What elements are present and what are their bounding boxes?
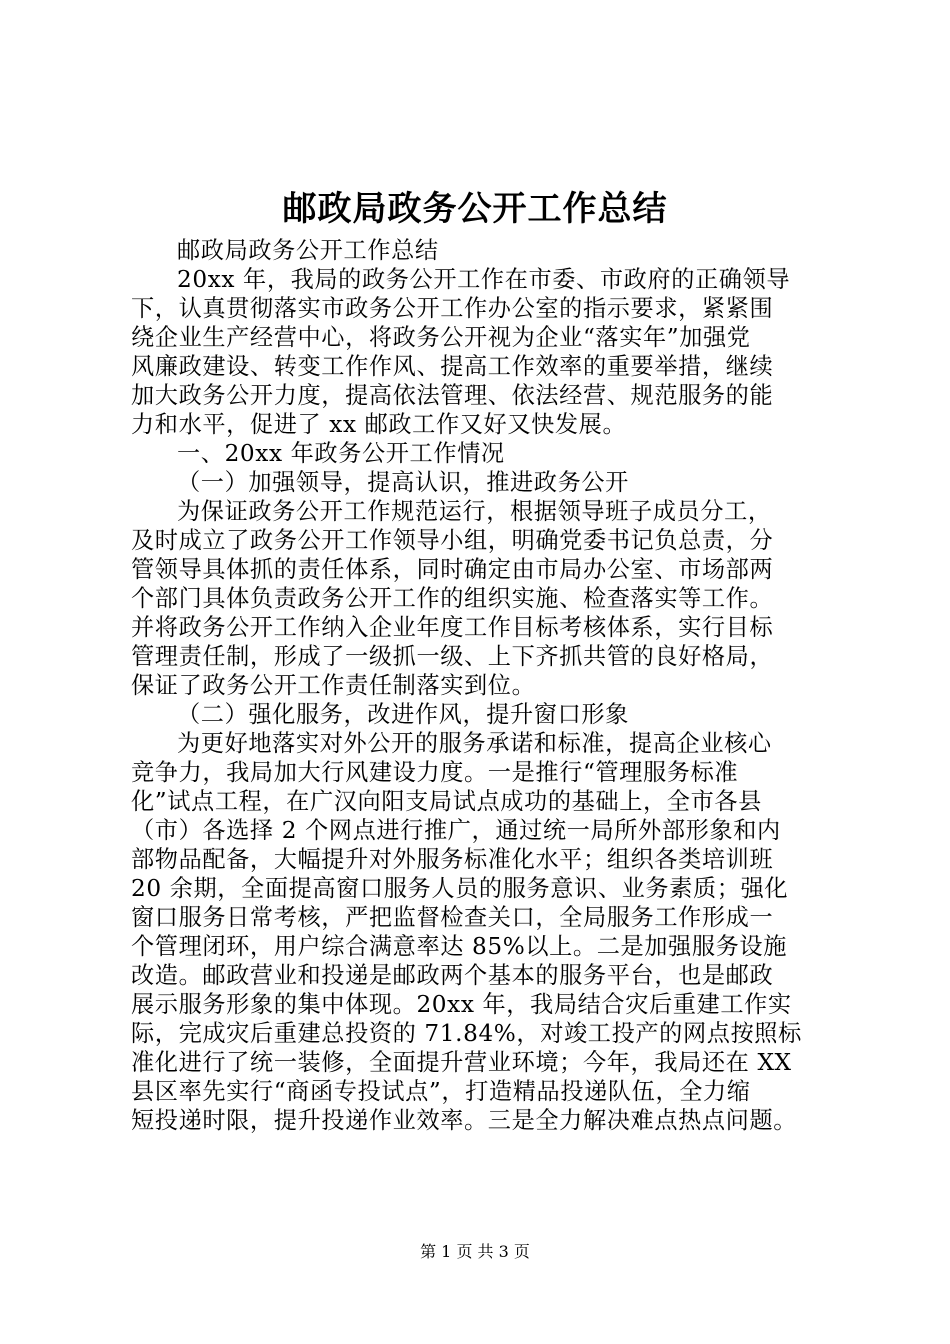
paragraph-line: 窗口服务日常考核，严把监督检查关口，全局服务工作形成一	[131, 904, 774, 931]
paragraph-line: 力和水平，促进了 xx 邮政工作又好又快发展。	[131, 411, 627, 438]
paragraph-line: 部物品配备，大幅提升对外服务标准化水平；组织各类培训班	[131, 846, 774, 873]
paragraph-line: 个部门具体负责政务公开工作的组织实施、检查落实等工作。	[131, 585, 774, 612]
paragraph-line: 展示服务形象的集中体现。20xx 年，我局结合灾后重建工作实	[131, 991, 792, 1018]
paragraph-line: 及时成立了政务公开工作领导小组，明确党委书记负总责，分	[131, 527, 774, 554]
subsection-heading: （一）加强领导，提高认识，推进政务公开	[177, 469, 629, 496]
paragraph-line: 管理责任制，形成了一级抓一级、上下齐抓共管的良好格局，	[131, 643, 774, 670]
paragraph-line: 20 余期，全面提高窗口服务人员的服务意识、业务素质；强化	[131, 875, 789, 902]
paragraph-line: 县区率先实行“商函专投试点”，打造精品投递队伍，全力缩	[131, 1078, 751, 1105]
paragraph-line: 化”试点工程，在广汉向阳支局试点成功的基础上，全市各县	[131, 788, 762, 815]
paragraph-line: 际，完成灾后重建总投资的 71.84%，对竣工投产的网点按照标	[131, 1020, 802, 1047]
paragraph-line: 短投递时限，提升投递作业效率。三是全力解决难点热点问题。	[131, 1107, 798, 1134]
paragraph-line: 为更好地落实对外公开的服务承诺和标准，提高企业核心	[177, 730, 772, 757]
paragraph-line: 绕企业生产经营中心，将政务公开视为企业“落实年”加强党	[131, 324, 751, 351]
section-heading: 一、20xx 年政务公开工作情况	[177, 440, 505, 467]
paragraph-line: 保证了政务公开工作责任制落实到位。	[131, 672, 536, 699]
document-body	[131, 236, 835, 1135]
paragraph-line: （市）各选择 2 个网点进行推广，通过统一局所外部形象和内	[131, 817, 781, 844]
paragraph-line: 竞争力，我局加大行风建设力度。一是推行“管理服务标准	[131, 759, 739, 786]
paragraph-line: 20xx 年，我局的政务公开工作在市委、市政府的正确领导	[177, 266, 791, 293]
paragraph-line: 加大政务公开力度，提高依法管理、依法经营、规范服务的能	[131, 382, 774, 409]
paragraph-line: 个管理闭环，用户综合满意率达 85%以上。二是加强服务设施	[131, 933, 787, 960]
paragraph-line: 风廉政建设、转变工作作风、提高工作效率的重要举措，继续	[131, 353, 774, 380]
paragraph-line: 准化进行了统一装修，全面提升营业环境；今年，我局还在 XX	[131, 1049, 792, 1076]
paragraph-line: 管领导具体抓的责任体系，同时确定由市局办公室、市场部两	[131, 556, 774, 583]
page-number-footer: 第 1 页 共 3 页	[420, 1242, 530, 1261]
subtitle-line: 邮政局政务公开工作总结	[177, 237, 439, 264]
paragraph-line: 并将政务公开工作纳入企业年度工作目标考核体系，实行目标	[131, 614, 774, 641]
document-title: 邮政局政务公开工作总结	[282, 189, 668, 229]
subsection-heading: （二）强化服务，改进作风，提升窗口形象	[177, 701, 629, 728]
paragraph-line: 下，认真贯彻落实市政务公开工作办公室的指示要求，紧紧围	[131, 295, 774, 322]
paragraph-line: 改造。邮政营业和投递是邮政两个基本的服务平台，也是邮政	[131, 962, 774, 989]
paragraph-line: 为保证政务公开工作规范运行，根据领导班子成员分工，	[177, 498, 772, 525]
